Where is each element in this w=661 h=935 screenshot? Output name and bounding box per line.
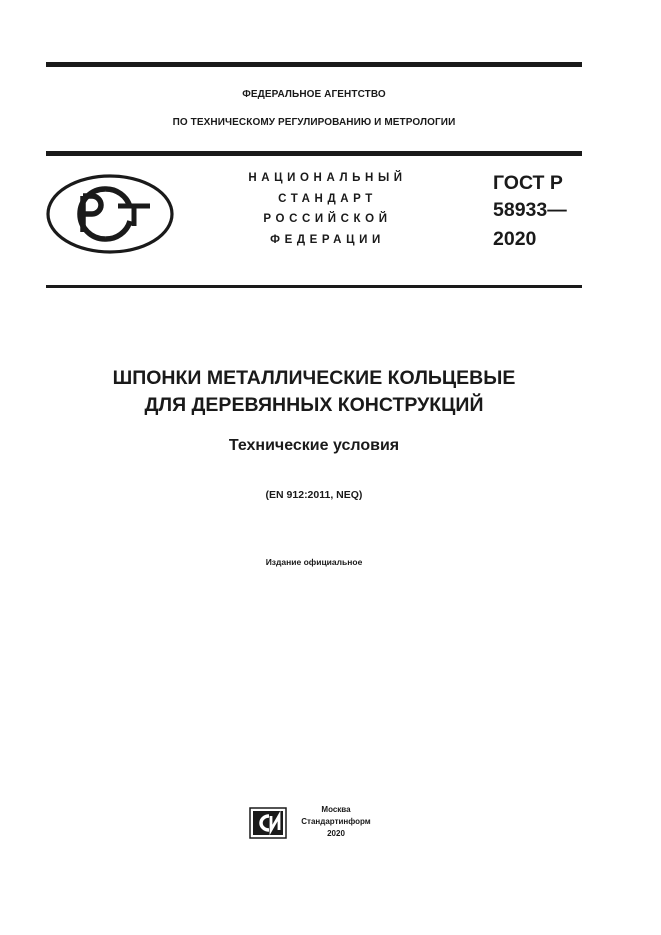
agency-name-line1: ФЕДЕРАЛЬНОЕ АГЕНТСТВО (242, 89, 386, 100)
top-rule (46, 62, 582, 67)
document-subtitle: Технические условия (228, 437, 400, 454)
standard-type-line3: РОССИЙСКОЙ (263, 213, 392, 225)
gost-r-logo-icon (45, 173, 175, 255)
agency-name-line2: ПО ТЕХНИЧЕСКОМУ РЕГУЛИРОВАНИЮ И МЕТРОЛОГИИ (172, 117, 456, 128)
standard-type-line2: СТАНДАРТ (278, 193, 377, 205)
edition-label: Издание официальное (265, 557, 363, 567)
middle-rule (46, 151, 582, 156)
publisher-year: 2020 (327, 829, 345, 838)
designation-line3: 2020 (493, 228, 537, 250)
document-title-line1: ШПОНКИ МЕТАЛЛИЧЕСКИЕ КОЛЬЦЕВЫЕ (112, 367, 516, 389)
document-title-line2: ДЛЯ ДЕРЕВЯННЫХ КОНСТРУКЦИЙ (144, 394, 484, 416)
standard-type-line4: ФЕДЕРАЦИИ (270, 234, 385, 246)
publisher-city: Москва (321, 805, 351, 814)
standard-type-line1: НАЦИОНАЛЬНЫЙ (248, 172, 407, 184)
equivalence-reference: (EN 912:2011, NEQ) (265, 489, 363, 501)
bottom-rule (46, 285, 582, 288)
designation-line2: 58933— (493, 199, 567, 221)
standartinform-logo-icon (249, 807, 287, 839)
publisher-name: Стандартинформ (301, 817, 371, 826)
designation-line1: ГОСТ Р (493, 172, 563, 194)
